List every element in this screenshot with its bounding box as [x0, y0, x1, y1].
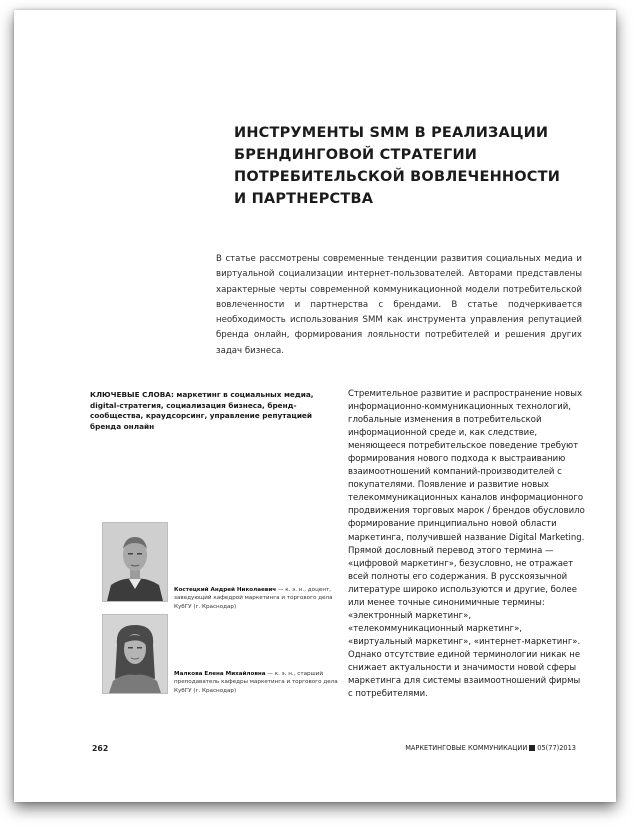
- author-name: Костецкий Андрей Николаевич: [174, 587, 277, 593]
- author-name: Малкова Елена Михайловна: [174, 671, 266, 677]
- article-title: ИНСТРУМЕНТЫ SMM В РЕАЛИЗАЦИИ БРЕНДИНГОВОЙ СТРАТЕГИИ ПОТРЕБИТЕЛЬСКОЙ ВОВЛЕЧЕННОСТИ И ПАРТНЕРСТВА: [234, 125, 561, 207]
- keywords-label: КЛЮЧЕВЫЕ СЛОВА:: [90, 390, 174, 399]
- page-number: 262: [92, 744, 109, 753]
- square-separator-icon: [529, 745, 535, 751]
- author-details: — к. э. н., доцент, заведующий кафедрой маркетинга и торгового дела КубГУ (г. Краснодар): [174, 587, 333, 610]
- journal-page: [14, 10, 616, 802]
- author-info-malkova: [174, 670, 344, 695]
- keywords-text: маркетинг в социальных медиа, digital-стратегия, социализация бизнеса, бренд-сообщества, краудсорсинг, управление репутацией бренда онлайн: [90, 390, 314, 431]
- author-details: — к. э. н., старший преподаватель кафедры маркетинга и торгового дела КубГУ (г. Краснодар): [174, 671, 338, 694]
- author-photo-kostetsky: [102, 522, 168, 602]
- keywords-block: [90, 390, 340, 432]
- article-body: Стремительное развитие и распространение новых информационно-коммуникационных технологий, глобальные изменения в потребительской информационной среде и, как следствие, меняющееся потребительское поведение требуют формирования нового подхода к выстраиванию взаимоотношений компаний-производителей с покупателями. Появление и развитие новых телекоммуникационных каналов информационного продвижения торговых марок / брендов обусловило формирование принципиально новой области маркетинга, получившей название Digital Marketing. Прямой дословный перевод этого термина — «цифровой маркетинг», безусловно, не отражает всей полноты его содержания. В русскоязычной литературе широко используются и другие, более или менее точные синонимичные термины: «электронный маркетинг», «телекоммуникационный маркетинг», «виртуальный маркетинг», «интернет-маркетинг». Однако отсутствие единой терминологии никак не снижает актуальности и значимости новой сферы маркетинга для системы взаимоотношений фирмы с потребителями.: [348, 389, 585, 700]
- author-photo-malkova: [102, 614, 168, 694]
- article-abstract: В статье рассмотрены современные тенденции развития социальных медиа и виртуальной социализации интернет-пользователей. Авторами представлены характерные черты современной коммуникационной модели потребительской вовлеченности и партнерства с брендами. В статье подчеркивается необходимость использования SMM как инструмента управления репутацией бренда онлайн, формирования лояльности потребителей и решения других задач бизнеса.: [216, 254, 582, 356]
- journal-name: МАРКЕТИНГОВЫЕ КОММУНИКАЦИИ: [405, 744, 528, 752]
- journal-issue: 05(77)2013: [537, 744, 576, 752]
- journal-footer: [405, 744, 576, 752]
- author-info-kostetsky: [174, 586, 344, 611]
